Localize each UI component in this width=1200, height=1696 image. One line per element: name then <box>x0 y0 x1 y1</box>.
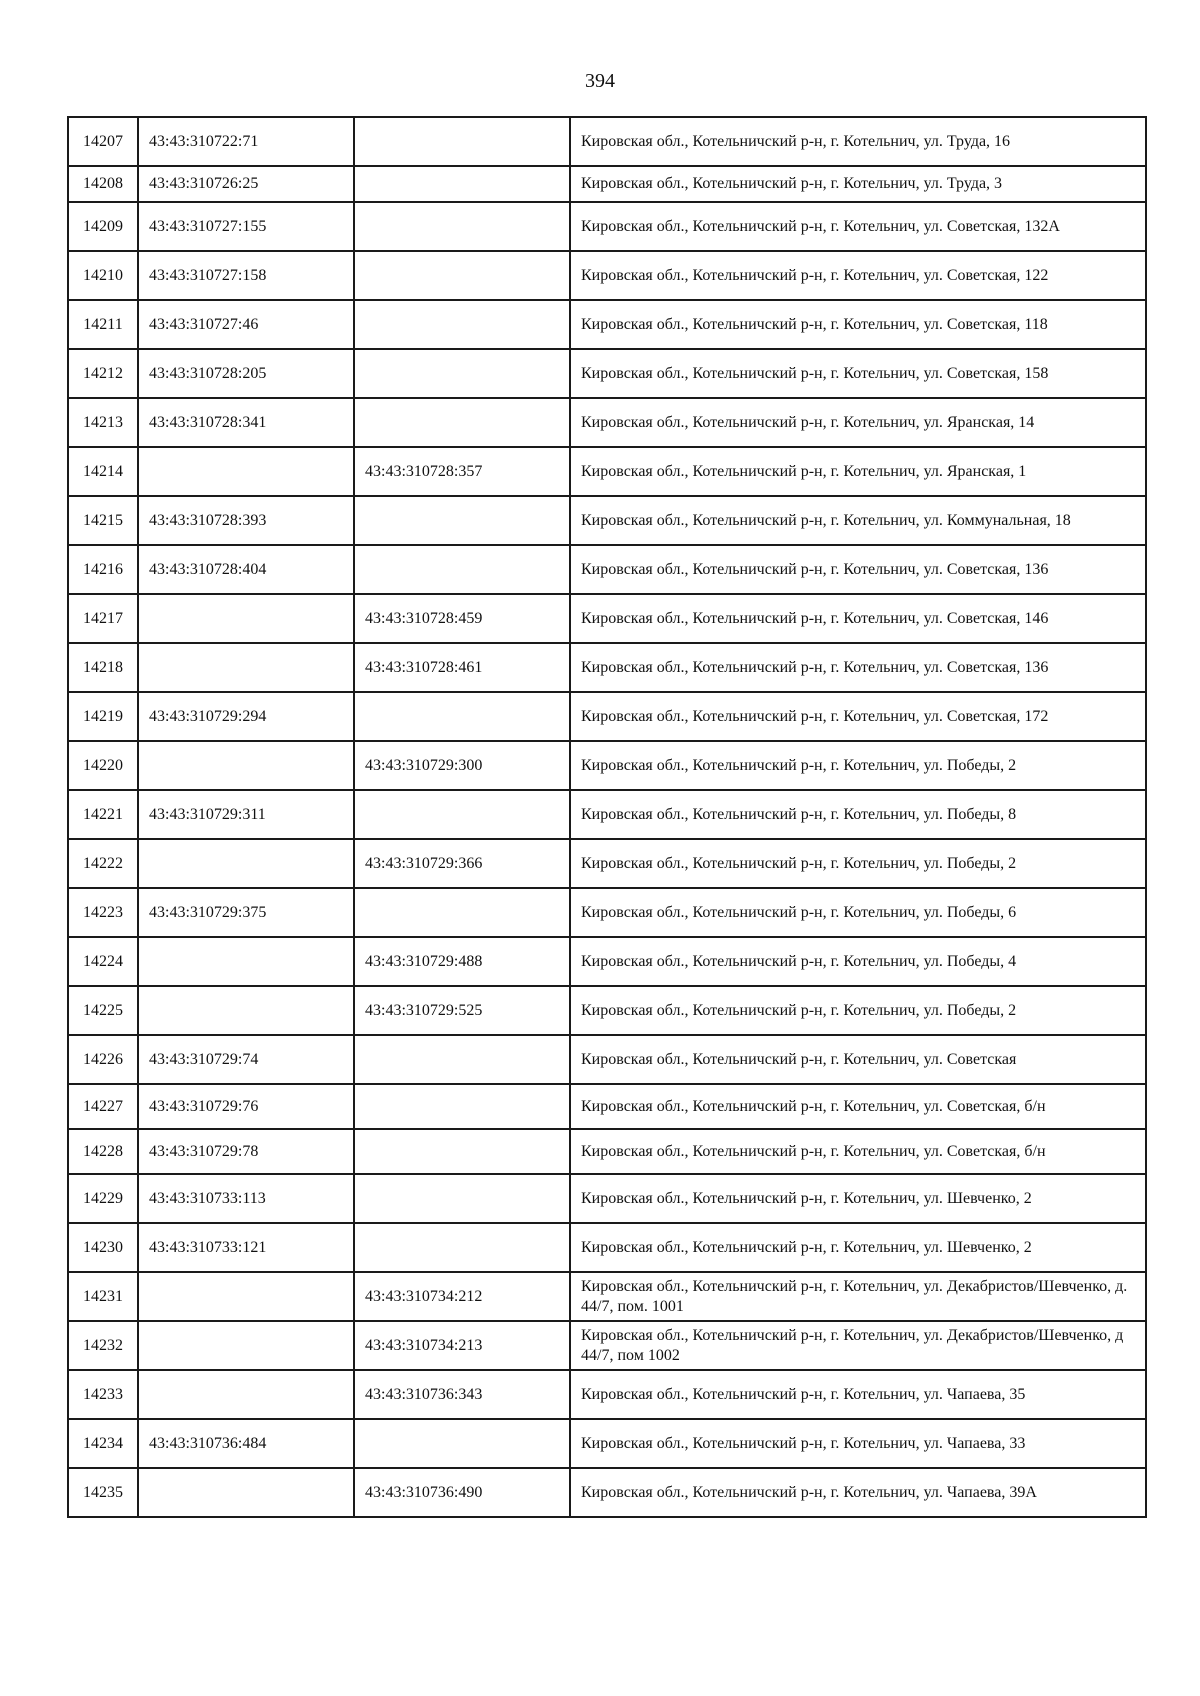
cadastral-number-cell: 43:43:310729:375 <box>138 888 354 937</box>
building-cadastral-number-cell: 43:43:310729:488 <box>354 937 570 986</box>
building-cadastral-number-cell <box>354 790 570 839</box>
address-cell: Кировская обл., Котельничский р-н, г. Котельнич, ул. Чапаева, 33 <box>570 1419 1146 1468</box>
cadastral-number-cell: 43:43:310733:121 <box>138 1223 354 1272</box>
building-cadastral-number-cell <box>354 398 570 447</box>
cadastral-number-cell <box>138 447 354 496</box>
table-row <box>68 643 1146 692</box>
cadastral-number-cell <box>138 1321 354 1370</box>
row-number-cell: 14232 <box>68 1321 138 1370</box>
address-cell: Кировская обл., Котельничский р-н, г. Котельнич, ул. Советская, 172 <box>570 692 1146 741</box>
row-number-cell: 14235 <box>68 1468 138 1517</box>
building-cadastral-number-cell: 43:43:310728:459 <box>354 594 570 643</box>
building-cadastral-number-cell <box>354 545 570 594</box>
address-cell: Кировская обл., Котельничский р-н, г. Котельнич, ул. Победы, 2 <box>570 839 1146 888</box>
cadastral-number-cell: 43:43:310729:311 <box>138 790 354 839</box>
table-row <box>68 1174 1146 1223</box>
building-cadastral-number-cell: 43:43:310728:357 <box>354 447 570 496</box>
registry-table <box>67 116 1147 1518</box>
table-row <box>68 251 1146 300</box>
row-number-cell: 14229 <box>68 1174 138 1223</box>
row-number-cell: 14225 <box>68 986 138 1035</box>
address-cell: Кировская обл., Котельничский р-н, г. Котельнич, ул. Советская, б/н <box>570 1084 1146 1129</box>
address-cell: Кировская обл., Котельничский р-н, г. Котельнич, ул. Победы, 6 <box>570 888 1146 937</box>
table-row <box>68 398 1146 447</box>
row-number-cell: 14227 <box>68 1084 138 1129</box>
address-cell: Кировская обл., Котельничский р-н, г. Котельнич, ул. Победы, 8 <box>570 790 1146 839</box>
building-cadastral-number-cell <box>354 166 570 202</box>
row-number-cell: 14214 <box>68 447 138 496</box>
row-number-cell: 14226 <box>68 1035 138 1084</box>
row-number-cell: 14208 <box>68 166 138 202</box>
row-number-cell: 14231 <box>68 1272 138 1321</box>
row-number-cell: 14211 <box>68 300 138 349</box>
row-number-cell: 14228 <box>68 1129 138 1174</box>
row-number-cell: 14215 <box>68 496 138 545</box>
cadastral-number-cell <box>138 937 354 986</box>
table-row <box>68 545 1146 594</box>
address-cell: Кировская обл., Котельничский р-н, г. Котельнич, ул. Труда, 16 <box>570 117 1146 166</box>
address-cell: Кировская обл., Котельничский р-н, г. Котельнич, ул. Шевченко, 2 <box>570 1223 1146 1272</box>
table-row <box>68 496 1146 545</box>
table-row <box>68 888 1146 937</box>
address-cell: Кировская обл., Котельничский р-н, г. Котельнич, ул. Победы, 4 <box>570 937 1146 986</box>
table-row <box>68 839 1146 888</box>
building-cadastral-number-cell: 43:43:310729:366 <box>354 839 570 888</box>
address-cell: Кировская обл., Котельничский р-н, г. Котельнич, ул. Советская, 136 <box>570 545 1146 594</box>
row-number-cell: 14209 <box>68 202 138 251</box>
cadastral-number-cell: 43:43:310722:71 <box>138 117 354 166</box>
building-cadastral-number-cell <box>354 1035 570 1084</box>
table-row <box>68 986 1146 1035</box>
registry-table-body <box>68 117 1146 1517</box>
table-row <box>68 1370 1146 1419</box>
building-cadastral-number-cell: 43:43:310729:525 <box>354 986 570 1035</box>
cadastral-number-cell <box>138 643 354 692</box>
row-number-cell: 14207 <box>68 117 138 166</box>
building-cadastral-number-cell: 43:43:310729:300 <box>354 741 570 790</box>
row-number-cell: 14230 <box>68 1223 138 1272</box>
cadastral-number-cell: 43:43:310727:158 <box>138 251 354 300</box>
table-row <box>68 202 1146 251</box>
cadastral-number-cell <box>138 1370 354 1419</box>
table-row <box>68 447 1146 496</box>
cadastral-number-cell <box>138 1468 354 1517</box>
building-cadastral-number-cell: 43:43:310736:490 <box>354 1468 570 1517</box>
building-cadastral-number-cell <box>354 300 570 349</box>
address-cell: Кировская обл., Котельничский р-н, г. Котельнич, ул. Советская <box>570 1035 1146 1084</box>
cadastral-number-cell: 43:43:310729:294 <box>138 692 354 741</box>
building-cadastral-number-cell <box>354 349 570 398</box>
building-cadastral-number-cell <box>354 117 570 166</box>
table-row <box>68 1129 1146 1174</box>
table-row <box>68 1419 1146 1468</box>
row-number-cell: 14222 <box>68 839 138 888</box>
building-cadastral-number-cell: 43:43:310728:461 <box>354 643 570 692</box>
cadastral-number-cell: 43:43:310726:25 <box>138 166 354 202</box>
table-row <box>68 1084 1146 1129</box>
address-cell: Кировская обл., Котельничский р-н, г. Котельнич, ул. Декабристов/Шевченко, д 44/7, пом 1002 <box>570 1321 1146 1370</box>
building-cadastral-number-cell <box>354 692 570 741</box>
address-cell: Кировская обл., Котельничский р-н, г. Котельнич, ул. Декабристов/Шевченко, д. 44/7, пом. 1001 <box>570 1272 1146 1321</box>
table-row <box>68 1223 1146 1272</box>
address-cell: Кировская обл., Котельничский р-н, г. Котельнич, ул. Советская, 118 <box>570 300 1146 349</box>
address-cell: Кировская обл., Котельничский р-н, г. Котельнич, ул. Советская, 132А <box>570 202 1146 251</box>
table-row <box>68 594 1146 643</box>
row-number-cell: 14217 <box>68 594 138 643</box>
row-number-cell: 14223 <box>68 888 138 937</box>
cadastral-number-cell: 43:43:310728:404 <box>138 545 354 594</box>
cadastral-number-cell: 43:43:310729:76 <box>138 1084 354 1129</box>
building-cadastral-number-cell <box>354 251 570 300</box>
row-number-cell: 14219 <box>68 692 138 741</box>
cadastral-number-cell: 43:43:310729:78 <box>138 1129 354 1174</box>
address-cell: Кировская обл., Котельничский р-н, г. Котельнич, ул. Советская, 122 <box>570 251 1146 300</box>
address-cell: Кировская обл., Котельничский р-н, г. Котельнич, ул. Советская, 158 <box>570 349 1146 398</box>
building-cadastral-number-cell <box>354 496 570 545</box>
cadastral-number-cell: 43:43:310727:46 <box>138 300 354 349</box>
address-cell: Кировская обл., Котельничский р-н, г. Котельнич, ул. Победы, 2 <box>570 986 1146 1035</box>
table-row <box>68 741 1146 790</box>
table-row <box>68 1272 1146 1321</box>
building-cadastral-number-cell: 43:43:310734:212 <box>354 1272 570 1321</box>
cadastral-number-cell <box>138 986 354 1035</box>
table-row <box>68 790 1146 839</box>
address-cell: Кировская обл., Котельничский р-н, г. Котельнич, ул. Яранская, 14 <box>570 398 1146 447</box>
table-row <box>68 937 1146 986</box>
building-cadastral-number-cell <box>354 888 570 937</box>
row-number-cell: 14221 <box>68 790 138 839</box>
row-number-cell: 14233 <box>68 1370 138 1419</box>
building-cadastral-number-cell <box>354 1129 570 1174</box>
cadastral-number-cell <box>138 594 354 643</box>
cadastral-number-cell <box>138 1272 354 1321</box>
cadastral-number-cell <box>138 839 354 888</box>
page-number: 394 <box>585 70 615 92</box>
cadastral-number-cell: 43:43:310736:484 <box>138 1419 354 1468</box>
address-cell: Кировская обл., Котельничский р-н, г. Котельнич, ул. Яранская, 1 <box>570 447 1146 496</box>
row-number-cell: 14212 <box>68 349 138 398</box>
address-cell: Кировская обл., Котельничский р-н, г. Котельнич, ул. Советская, 146 <box>570 594 1146 643</box>
table-row <box>68 1035 1146 1084</box>
building-cadastral-number-cell <box>354 1223 570 1272</box>
cadastral-number-cell: 43:43:310728:393 <box>138 496 354 545</box>
row-number-cell: 14234 <box>68 1419 138 1468</box>
row-number-cell: 14218 <box>68 643 138 692</box>
address-cell: Кировская обл., Котельничский р-н, г. Котельнич, ул. Чапаева, 39А <box>570 1468 1146 1517</box>
table-row <box>68 692 1146 741</box>
address-cell: Кировская обл., Котельничский р-н, г. Котельнич, ул. Советская, б/н <box>570 1129 1146 1174</box>
building-cadastral-number-cell <box>354 1419 570 1468</box>
table-row <box>68 117 1146 166</box>
cadastral-number-cell: 43:43:310733:113 <box>138 1174 354 1223</box>
row-number-cell: 14216 <box>68 545 138 594</box>
cadastral-number-cell: 43:43:310727:155 <box>138 202 354 251</box>
table-row <box>68 300 1146 349</box>
address-cell: Кировская обл., Котельничский р-н, г. Котельнич, ул. Коммунальная, 18 <box>570 496 1146 545</box>
row-number-cell: 14210 <box>68 251 138 300</box>
table-row <box>68 1321 1146 1370</box>
address-cell: Кировская обл., Котельничский р-н, г. Котельнич, ул. Победы, 2 <box>570 741 1146 790</box>
building-cadastral-number-cell: 43:43:310736:343 <box>354 1370 570 1419</box>
building-cadastral-number-cell: 43:43:310734:213 <box>354 1321 570 1370</box>
building-cadastral-number-cell <box>354 202 570 251</box>
table-row <box>68 166 1146 202</box>
building-cadastral-number-cell <box>354 1174 570 1223</box>
address-cell: Кировская обл., Котельничский р-н, г. Котельнич, ул. Труда, 3 <box>570 166 1146 202</box>
cadastral-number-cell: 43:43:310728:341 <box>138 398 354 447</box>
row-number-cell: 14213 <box>68 398 138 447</box>
building-cadastral-number-cell <box>354 1084 570 1129</box>
address-cell: Кировская обл., Котельничский р-н, г. Котельнич, ул. Советская, 136 <box>570 643 1146 692</box>
table-row <box>68 1468 1146 1517</box>
address-cell: Кировская обл., Котельничский р-н, г. Котельнич, ул. Шевченко, 2 <box>570 1174 1146 1223</box>
address-cell: Кировская обл., Котельничский р-н, г. Котельнич, ул. Чапаева, 35 <box>570 1370 1146 1419</box>
table-row <box>68 349 1146 398</box>
row-number-cell: 14224 <box>68 937 138 986</box>
cadastral-number-cell: 43:43:310729:74 <box>138 1035 354 1084</box>
row-number-cell: 14220 <box>68 741 138 790</box>
cadastral-number-cell <box>138 741 354 790</box>
cadastral-number-cell: 43:43:310728:205 <box>138 349 354 398</box>
